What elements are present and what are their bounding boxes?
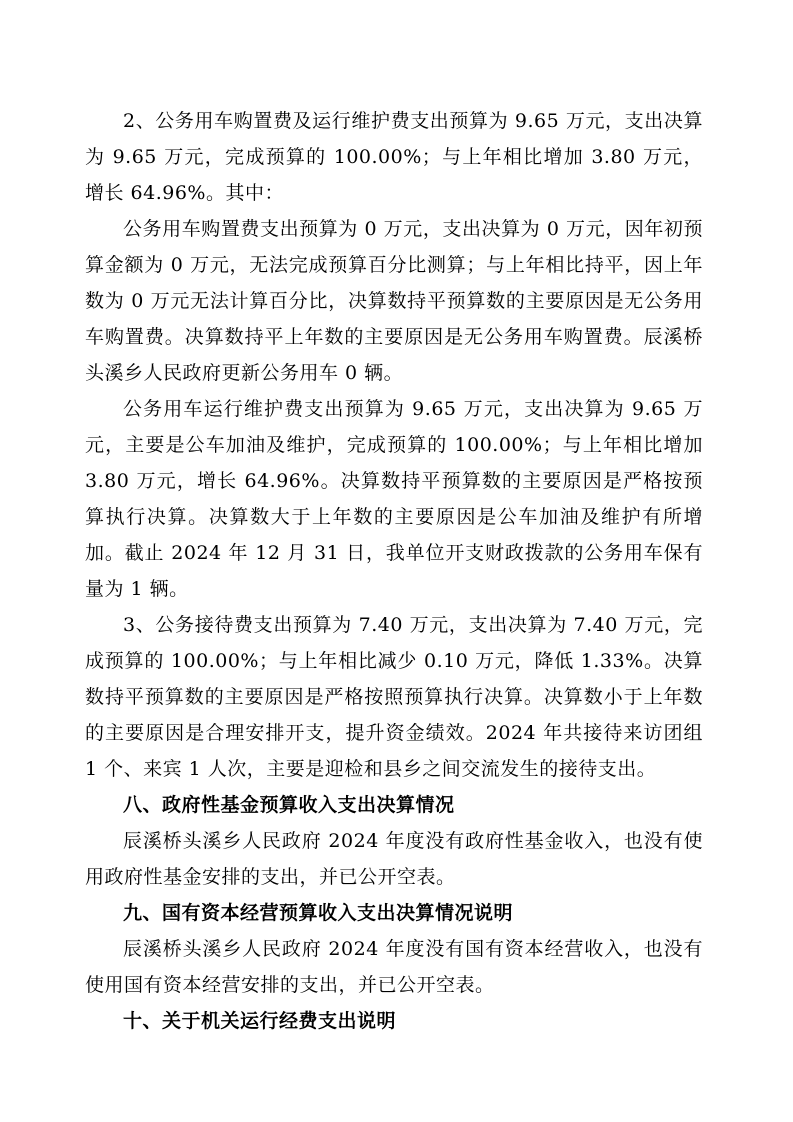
paragraph-vehicle-purchase-fee: 公务用车购置费支出预算为 0 万元，支出决算为 0 万元，因年初预算金额为 0 万元，无法完成预算百分比测算；与上年相比持平，因上年数为 0 万元无法计算百分比，决算数持平预算数的主要原因是无公务用车购置费。决算数持平上年数的主要原因是无公务用车购置费。辰溪桥头溪乡人民政府更新公务用车 0 辆。: [85, 218, 703, 384]
heading-section-9-state-capital-budget: 九、国有资本经营预算收入支出决算情况说明: [123, 902, 514, 924]
paragraph-vehicle-maintenance-fee: 公务用车运行维护费支出预算为 9.65 万元，支出决算为 9.65 万元，主要是公车加油及维护，完成预算的 100.00%；与上年相比增加 3.80 万元，增长 64.96%。决算数持平预算数的主要原因是严格按预算执行决算。决算数大于上年数的主要原因是公车加油及维护有所增加。截止 2024 年 12 月 31 日，我单位开支财政拨款的公务用车保有量为 1 辆。: [85, 398, 703, 600]
heading-section-10-agency-operating-expense: 十、关于机关运行经费支出说明: [123, 1010, 397, 1032]
heading-section-8-government-fund-budget: 八、政府性基金预算收入支出决算情况: [123, 794, 455, 816]
paragraph-official-reception-fee: 3、公务接待费支出预算为 7.40 万元，支出决算为 7.40 万元，完成预算的 100.00%；与上年相比减少 0.10 万元，降低 1.33%。决算数持平预算数的主要原因是严格按照预算执行决算。决算数小于上年数的主要原因是合理安排开支，提升资金绩效。2024 年共接待来访团组 1 个、来宾 1 人次，主要是迎检和县乡之间交流发生的接待支出。: [85, 614, 703, 780]
paragraph-state-capital-statement: 辰溪桥头溪乡人民政府 2024 年度没有国有资本经营收入，也没有使用国有资本经营安排的支出，并已公开空表。: [85, 938, 703, 996]
paragraph-government-fund-statement: 辰溪桥头溪乡人民政府 2024 年度没有政府性基金收入，也没有使用政府性基金安排的支出，并已公开空表。: [85, 830, 703, 888]
paragraph-vehicle-purchase-and-maintenance-total: 2、公务用车购置费及运行维护费支出预算为 9.65 万元，支出决算为 9.65 万元，完成预算的 100.00%；与上年相比增加 3.80 万元，增长 64.96%。其中：: [85, 110, 703, 204]
